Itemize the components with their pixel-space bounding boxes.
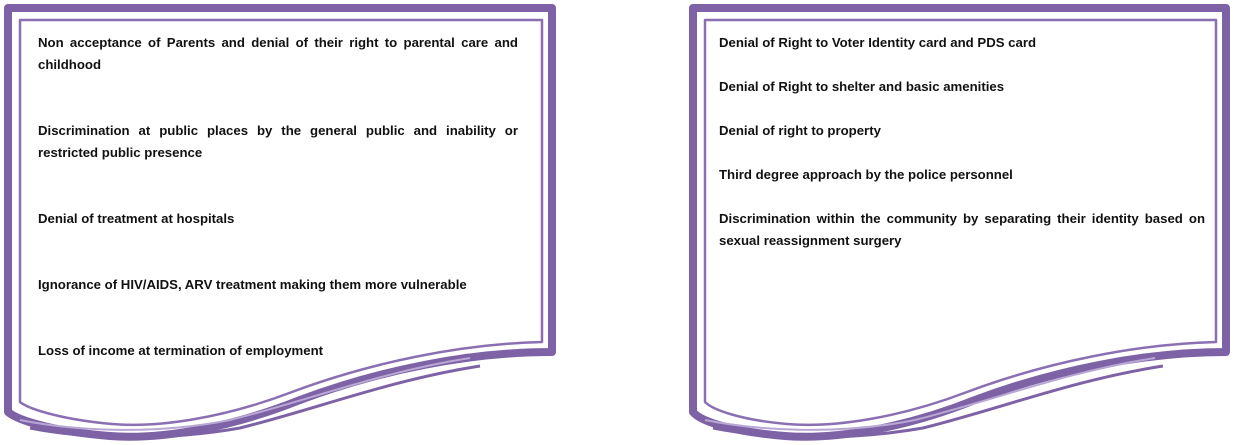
right-item-2: Denial of Right to shelter and basic amenities bbox=[719, 79, 1005, 94]
left-item-4: Ignorance of HIV/AIDS, ARV treatment making them more vulnerable bbox=[38, 277, 467, 292]
left-item-2: Discrimination at public places by the general public and inability or restricted public presence bbox=[38, 123, 518, 160]
left-card-text bbox=[38, 32, 518, 358]
left-scroll-card bbox=[0, 0, 560, 445]
right-item-1: Denial of Right to Voter Identity card and PDS card bbox=[719, 35, 1037, 50]
right-scroll-card bbox=[685, 0, 1234, 445]
left-item-3: Denial of treatment at hospitals bbox=[38, 211, 235, 226]
right-item-4: Third degree approach by the police personnel bbox=[719, 167, 1013, 182]
left-item-5: Loss of income at termination of employment bbox=[38, 343, 324, 358]
right-item-3: Denial of right to property bbox=[719, 123, 881, 138]
left-item-1: Non acceptance of Parents and denial of their right to parental care and childhood bbox=[38, 35, 518, 72]
right-item-5: Discrimination within the community by separating their identity based on sexual reassignment surgery bbox=[719, 211, 1205, 248]
right-card-text bbox=[719, 32, 1205, 332]
